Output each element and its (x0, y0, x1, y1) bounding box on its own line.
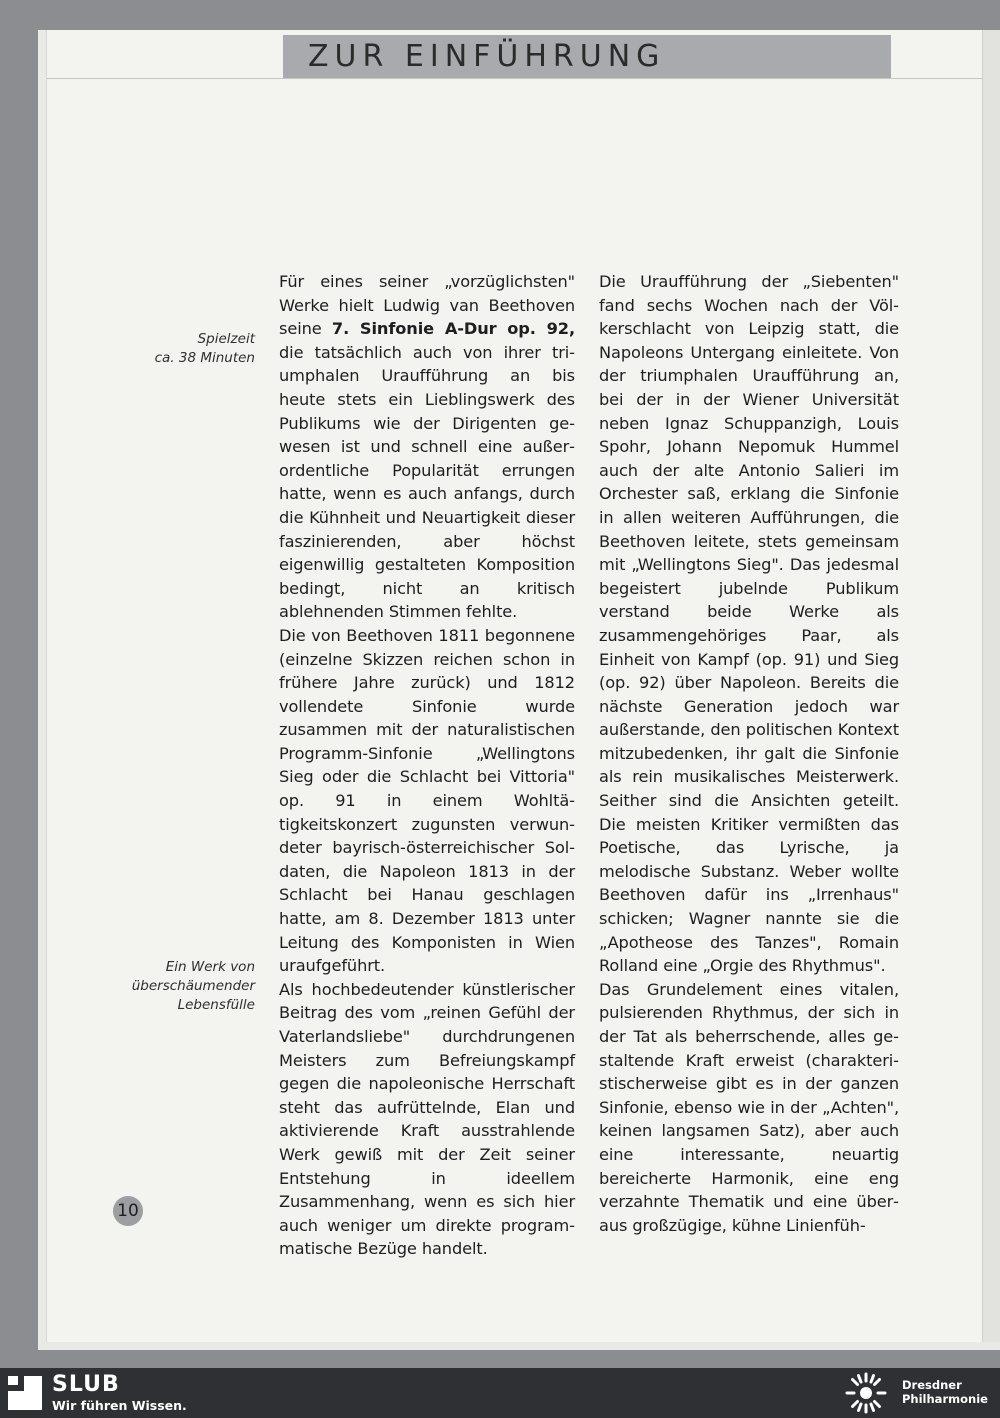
paragraph: Die Uraufführung der „Siebenten" fand sechs Wochen nach der Völkerschlacht von Leipzig statt, die Napoleons Untergang einleitete. Von der triumphalen Uraufführung an, bei der in der Wiener Universität neben Ignaz Schuppanzigh, Louis Spohr, Johann Nepomuk Hummel auch der alte Antonio Salieri im Orchester saß, erklang die Sinfonie in allen weiteren Aufführungen, die Beethoven leitete, stets gemeinsam mit „Wellingtons Sieg". Das jedesmal begeistert jubelnde Publikum verstand beide Werke als zusammengehöriges Paar, als Einheit von Kampf (op. 91) und Sieg (op. 92) über Napoleon. Bereits die nächste Generation jedoch war außerstande, den politischen Kontext mitzubedenken, ihr galt die Sinfonie als rein musikalisches Meisterwerk. Seither sind die Ansichten geteilt. Die meisten Kritiker vermißten das Poetische, das Lyrische, ja melodische Substanz. Weber wollte Beethoven dafür ins „Irrenhaus" schicken; Wagner nannte sie die „Apotheose des Tanzes", Romain Rolland eine „Orgie des Rhythmus". (599, 272, 899, 976)
slub-logo-icon (8, 1376, 42, 1410)
subtitle-line-3: Lebensfülle (177, 997, 255, 1013)
paragraph: Das Grundelement eines vitalen, pulsierenden Rhythmus, der sich in der Tat als beherrschende, alles gestaltende Kraft erweist (charakteristischerweise gibt es in der ganzen Sinfonie, ebenso wie in der „Achten", keinen langsamen Satz), aber auch eine interessante, neuartig bereicherte Harmonik, eine eng verzahnte Thematik und eine überaus großzügige, kühne Linienfüh- (599, 979, 899, 1235)
subtitle-line-1: Ein Werk von (165, 959, 255, 975)
library-tagline: Wir führen Wissen. (52, 1398, 187, 1413)
footer-bar (0, 1368, 1000, 1418)
header-bar (283, 35, 891, 79)
page-number: 10 (113, 1196, 143, 1226)
text-column-left (279, 270, 575, 1261)
brochure-page (46, 30, 1000, 1342)
duration-label: Spielzeit (197, 331, 255, 347)
margin-note-duration (155, 330, 255, 368)
paragraph: Als hochbedeutender künstlerischer Beitrag des vom „reinen Gefühl der Vaterlandsliebe" durchdrungenen Meisters zum Befreiungskampf gegen die napoleonische Herrschaft steht das aufrüttelnde, Elan und aktivierende Kraft ausstrahlende Werk gewiß mit der Zeit seiner Entstehung in ideellem Zusammenhang, wenn es sich hier auch weniger um direkte programmatische Bezüge handelt. (279, 979, 575, 1259)
work-title: 7. Sinfonie A-Dur op. 92, (331, 319, 575, 339)
paragraph: Die von Beethoven 1811 begonnene (einzelne Skizzen reichen schon in frühere Jahre zurück) und 1812 vollendete Sinfonie wurde zusammen mit der naturalistischen Programm-Sinfonie „Wellingtons Sieg oder die Schlacht bei Vittoria" op. 91 in einem Wohltätigkeitskonzert zugunsten verwundeter bayrisch-österreichischer Soldaten, die Napoleon 1813 in der Schlacht bei Hanau geschlagen hatte, am 8. Dezember 1813 unter Leitung des Komponisten in Wien uraufgeführt. (279, 625, 575, 976)
library-name: SLUB (52, 1372, 120, 1397)
subtitle-line-2: überschäumender (131, 978, 255, 994)
header-rule (47, 78, 1000, 79)
orchestra-name-line-1: Dresdner (902, 1378, 962, 1392)
orchestra-name-line-2: Philharmonie (902, 1392, 988, 1406)
page-edge (982, 30, 1000, 1342)
text-column-right (599, 270, 899, 1237)
paragraph (279, 270, 575, 624)
orchestra-name (902, 1378, 988, 1406)
margin-note-subtitle (132, 958, 255, 1015)
page-header-title: ZUR EINFÜHRUNG (308, 39, 666, 74)
orchestra-logo-icon (838, 1371, 894, 1415)
duration-value: ca. 38 Minuten (154, 350, 255, 366)
paragraph-intro: Für eines seiner „vorzüglichsten" Werke hielt Ludwig van Beethoven seine (279, 272, 575, 339)
paragraph-continuation: die tatsächlich auch von ihrer triumphalen Uraufführung an bis heute stets ein Lieblingswerk des Publikums wie der Dirigenten gewesen ist und schnell eine außerordentliche Popularität errungen hatte, wenn es auch anfangs, durch die Kühnheit und Neuartigkeit dieser faszinierenden, aber höchst eigenwillig gestalteten Komposition bedingt, nicht an kritisch ablehnenden Stimmen fehlte. (279, 342, 575, 622)
